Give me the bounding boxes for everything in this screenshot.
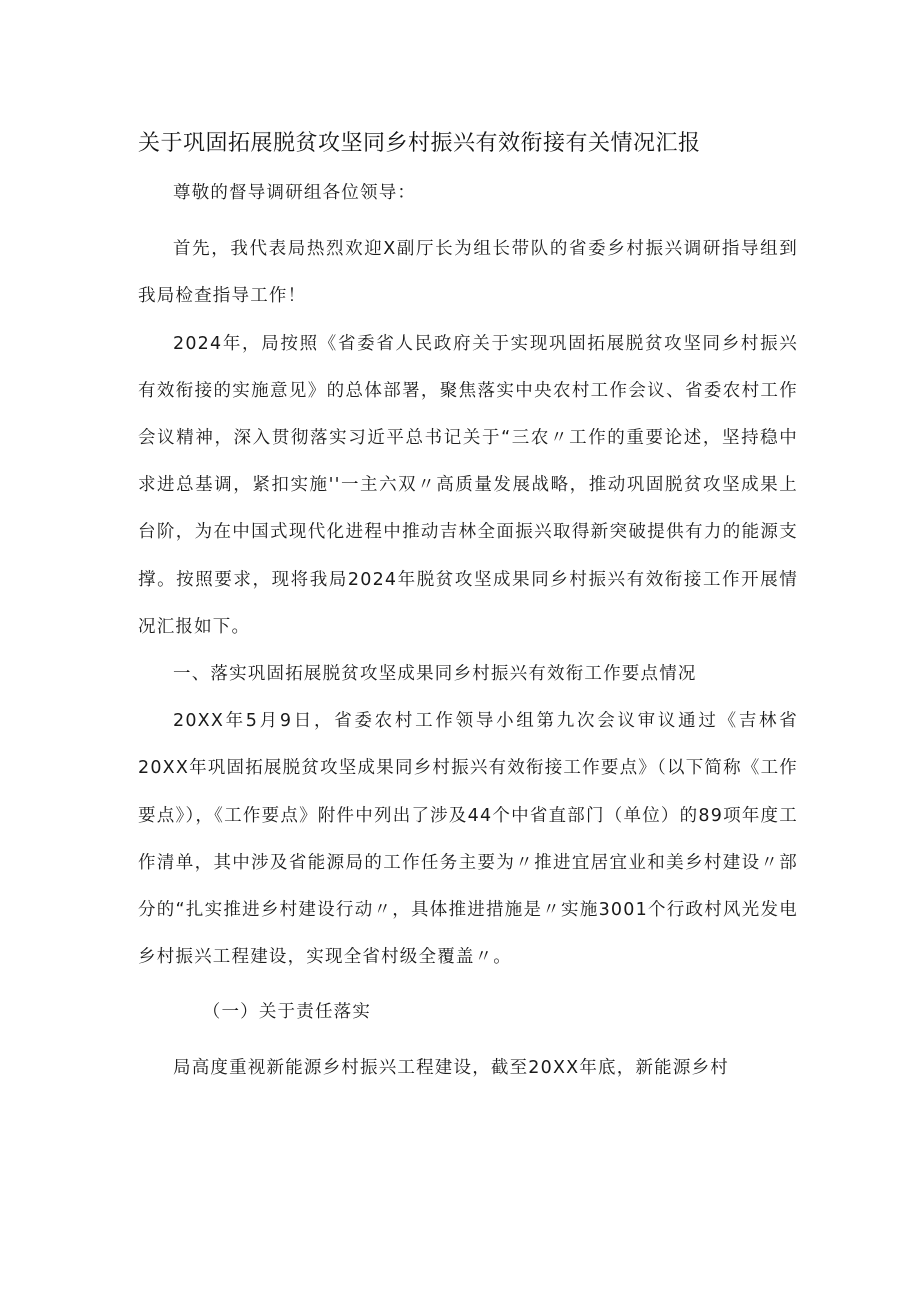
- paragraph-welcome: 首先，我代表局热烈欢迎X副厅长为组长带队的省委乡村振兴调研指导组到我局检查指导工作！: [138, 239, 798, 307]
- document-body: [138, 170, 798, 1092]
- salutation: 尊敬的督导调研组各位领导：: [173, 183, 417, 203]
- document-title: 关于巩固拓展脱贫攻坚同乡村振兴有效衔接有关情况汇报: [138, 131, 701, 156]
- paragraph-responsibility: 局高度重视新能源乡村振兴工程建设，截至20XX年底，新能源乡村: [173, 1057, 729, 1078]
- subheading-responsibility: （一）关于责任落实: [202, 1002, 372, 1023]
- paragraph-work-points: 20XX年5月9日，省委农村工作领导小组第九次会议审议通过《吉林省20XX年巩固拓展脱贫攻坚成果同乡村振兴有效衔接工作要点》（以下简称《工作要点》），《工作要点》附件中列出了涉及44个中省直部门（单位）的89项年度工作清单，其中涉及省能源局的工作任务主要为〃推进宜居宜业和美乡村建设〃部分的“扎实推进乡村建设行动〃，具体推进措施是〃实施3001个行政村风光发电乡村振兴工程建设，实现全省村级全覆盖〃。: [138, 711, 798, 968]
- paragraph-overview: 2024年，局按照《省委省人民政府关于实现巩固拓展脱贫攻坚同乡村振兴有效衔接的实施意见》的总体部署，聚焦落实中央农村工作会议、省委农村工作会议精神，深入贯彻落实习近平总书记关于“三农〃工作的重要论述，坚持稳中求进总基调，紧扣实施''一主六双〃高质量发展战略，推动巩固脱贫攻坚成果上台阶，为在中国式现代化进程中推动吉林全面振兴取得新突破提供有力的能源支撑。按照要求，现将我局2024年脱贫攻坚成果同乡村振兴有效衔接工作开展情况汇报如下。: [138, 333, 798, 637]
- section-heading-one: 一、落实巩固拓展脱贫攻坚成果同乡村振兴有效衔工作要点情况: [173, 664, 697, 685]
